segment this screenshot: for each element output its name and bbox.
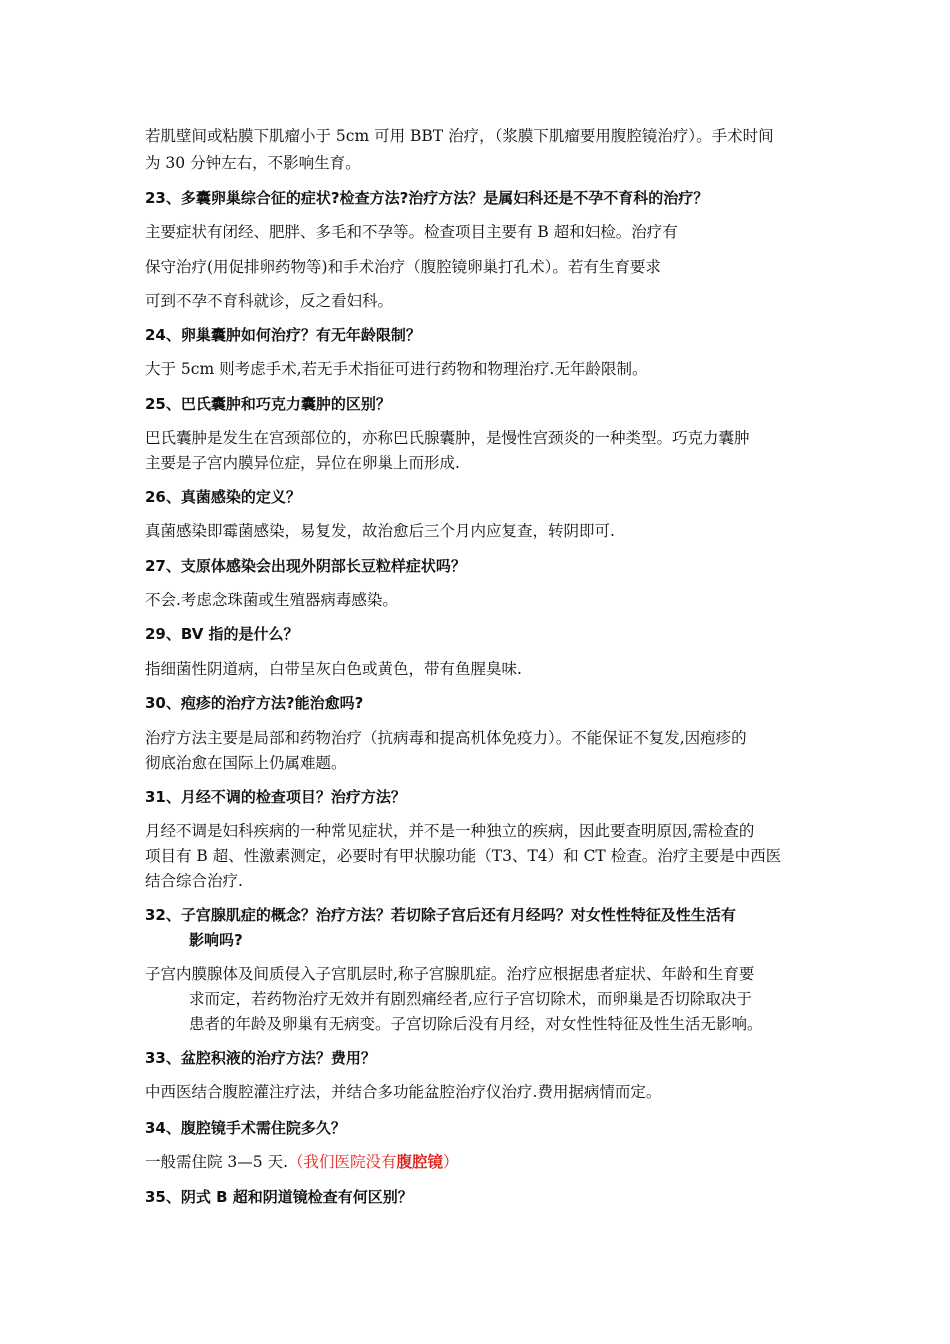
question-29: 29、BV 指的是什么？ [145,625,299,643]
answer-30-line-1: 治疗方法主要是局部和药物治疗（抗病毒和提高机体免疫力）。不能保证不复发,因疱疹的 [145,729,747,747]
answer-34-note-open: （我们医院没有 [288,1153,397,1171]
answer-33: 中西医结合腹腔灌注疗法，并结合多功能盆腔治疗仪治疗.费用据病情而定。 [145,1083,662,1101]
answer-29: 指细菌性阴道病，白带呈灰白色或黄色，带有鱼腥臭味. [145,660,522,678]
answer-31-line-2: 项目有 B 超、性激素测定，必要时有甲状腺功能（T3、T4）和 CT 检查。治疗主要是中西医 [145,847,782,865]
answer-31-line-1: 月经不调是妇科疾病的一种常见症状，并不是一种独立的疾病，因此要查明原因,需检查的 [145,822,755,840]
question-35: 35、阴式 B 超和阴道镜检查有何区别？ [145,1188,413,1206]
paragraph-line: 若肌壁间或粘膜下肌瘤小于 5cm 可用 BBT 治疗，（浆膜下肌瘤要用腹腔镜治疗）。手术时间 [145,127,774,145]
question-26: 26、真菌感染的定义？ [145,488,301,506]
answer-25-line-2: 主要是子宫内膜异位症，异位在卵巢上而形成. [145,454,460,472]
answer-26: 真菌感染即霉菌感染，易复发，故治愈后三个月内应复查，转阴即可. [145,522,615,540]
answer-32-line-3: 患者的年龄及卵巢有无病变。子宫切除后没有月经，对女性性特征及性生活无影响。 [189,1015,763,1033]
question-24: 24、卵巢囊肿如何治疗？有无年龄限制？ [145,326,421,344]
answer-24: 大于 5cm 则考虑手术,若无手术指征可进行药物和物理治疗.无年龄限制。 [145,360,648,378]
answer-23-line-3: 可到不孕不育科就诊，反之看妇科。 [145,292,394,310]
question-30: 30、疱疹的治疗方法?能治愈吗? [145,694,364,712]
question-27: 27、支原体感染会出现外阴部长豆粒样症状吗？ [145,557,466,575]
answer-32-line-2: 求而定，若药物治疗无效并有剧烈痛经者,应行子宫切除术，而卵巢是否切除取决于 [189,990,752,1008]
answer-27: 不会.考虑念珠菌或生殖器病毒感染。 [145,591,398,609]
paragraph-line: 为 30 分钟左右，不影响生育。 [145,154,361,172]
answer-34-note-keyword: 腹腔镜 [396,1152,444,1171]
answer-25-line-1: 巴氏囊肿是发生在宫颈部位的，亦称巴氏腺囊肿，是慢性宫颈炎的一种类型。巧克力囊肿 [145,429,750,447]
answer-30-line-2: 彻底治愈在国际上仍属难题。 [145,754,347,772]
answer-23-line-1: 主要症状有闭经、肥胖、多毛和不孕等。检查项目主要有 B 超和妇检。治疗有 [145,223,678,241]
question-34: 34、腹腔镜手术需住院多久？ [145,1119,346,1137]
answer-34-main: 一般需住院 3—5 天. [145,1153,289,1171]
question-32-line-2: 影响吗? [189,931,243,949]
answer-31-line-3: 结合综合治疗. [145,872,243,890]
answer-23-line-2: 保守治疗(用促排卵药物等)和手术治疗（腹腔镜卵巢打孔术）。若有生育要求 [145,258,661,276]
question-32-line-1: 32、子宫腺肌症的概念？治疗方法？若切除子宫后还有月经吗？对女性性特征及性生活有 [145,906,736,924]
question-33: 33、盆腔积液的治疗方法？费用？ [145,1049,376,1067]
answer-34 [145,1152,459,1172]
answer-34-note-close: ） [443,1153,459,1171]
question-25: 25、巴氏囊肿和巧克力囊肿的区别？ [145,395,391,413]
question-31: 31、月经不调的检查项目？治疗方法？ [145,788,406,806]
question-23: 23、多囊卵巢综合征的症状?检查方法?治疗方法？是属妇科还是不孕不育科的治疗？ [145,189,709,207]
answer-32-line-1: 子宫内膜腺体及间质侵入子宫肌层时,称子宫腺肌症。治疗应根据患者症状、年龄和生育要 [145,965,755,983]
